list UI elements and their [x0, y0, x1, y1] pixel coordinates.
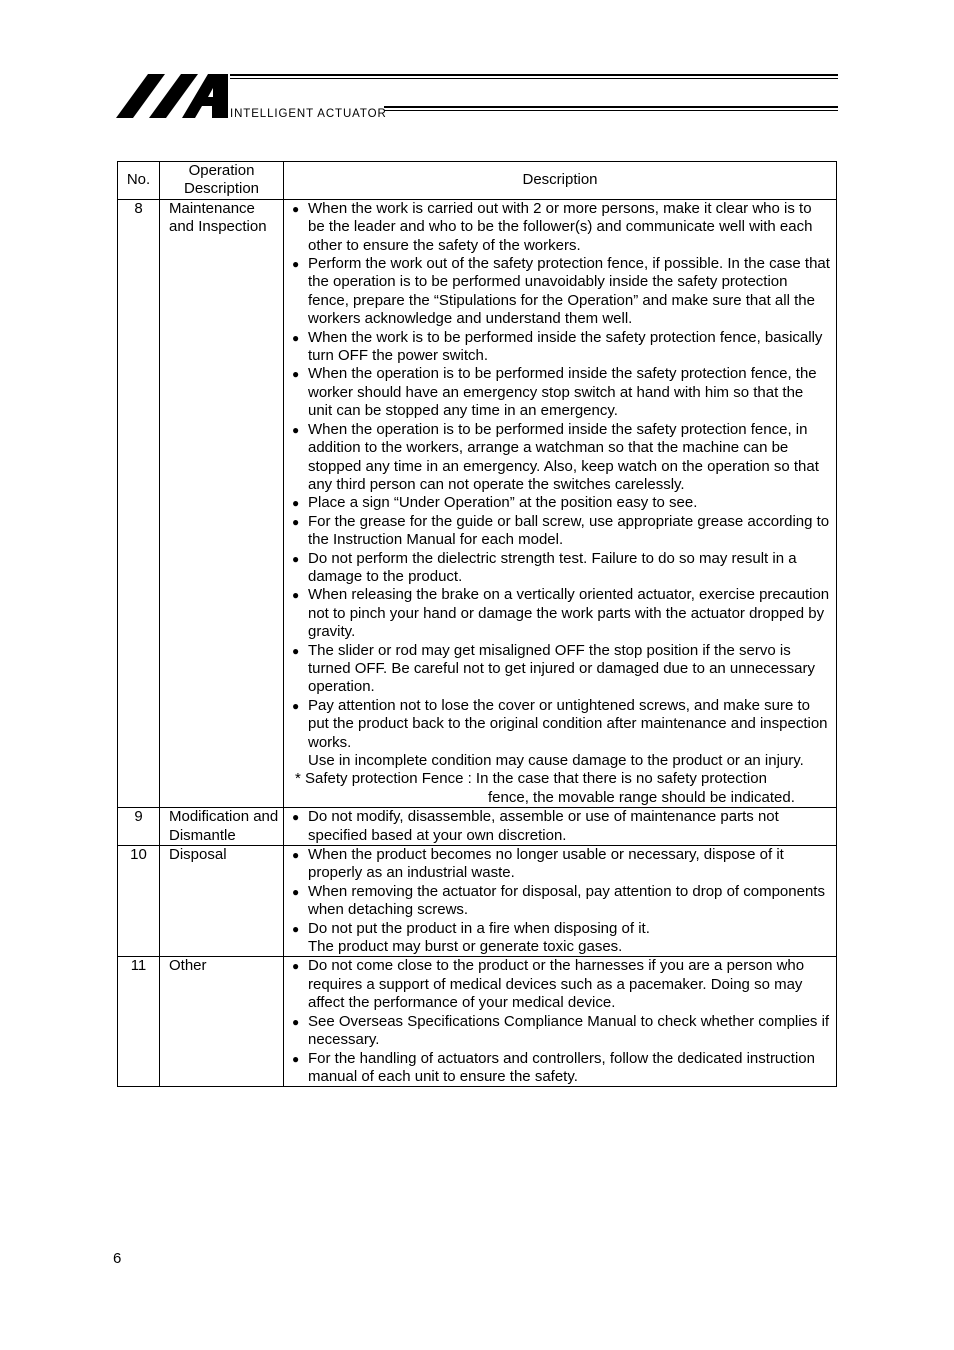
page-header — [116, 70, 838, 122]
table-row — [118, 199, 837, 807]
list-item: ● When the product becomes no longer usable or necessary, dispose of it properly as an industrial waste. — [292, 846, 830, 883]
header-rule-bottom-thin — [384, 110, 838, 111]
safety-table — [117, 161, 837, 1087]
footnote-line: * Safety protection Fence : In the case that there is no safety protection — [295, 770, 767, 788]
table-header-row — [118, 162, 837, 200]
operation-label: Disposal — [160, 846, 284, 957]
list-item: ● Perform the work out of the safety protection fence, if possible. In the case that the operation is to be performed unavoidably inside the safety protection fence, prepare the “Stipulations for the Operation” and make sure that all the workers acknowledge and understand them well. — [292, 255, 830, 329]
list-item: ● Pay attention not to lose the cover or untightened screws, and make sure to put the product back to the original condition after maintenance and inspection works. — [292, 697, 830, 752]
operation-label: Maintenance and Inspection — [160, 199, 284, 807]
operation-label: Modification and Dismantle — [160, 808, 284, 846]
list-item: ● When the operation is to be performed inside the safety protection fence, the worker should have an emergency stop switch at hand with him so that the unit can be stopped any time in an emergency. — [292, 365, 830, 420]
brand-text: INTELLIGENT ACTUATOR — [230, 108, 387, 120]
operation-label: Other — [160, 957, 284, 1087]
table-row — [118, 957, 837, 1087]
column-header-no: No. — [118, 162, 160, 200]
list-item: ● The slider or rod may get misaligned OFF the stop position if the servo is turned OFF. Be careful not to get injured or damaged due to an unnecessary operation. — [292, 642, 830, 697]
header-rule-top-thick — [230, 74, 838, 76]
description-cell — [284, 846, 837, 957]
header-rule-top-thin — [230, 78, 838, 79]
iai-logo-icon — [116, 70, 230, 122]
column-header-operation: Operation Description — [160, 162, 284, 200]
item-continuation: The product may burst or generate toxic gases. — [308, 938, 623, 956]
row-number: 8 — [118, 199, 160, 807]
list-item: ● Place a sign “Under Operation” at the position easy to see. — [292, 494, 830, 512]
description-cell — [284, 199, 837, 807]
list-item: ● Do not modify, disassemble, assemble or use of maintenance parts not specified based at your own discretion. — [292, 808, 830, 845]
header-rule-bottom-thick — [384, 106, 838, 108]
row-number: 10 — [118, 846, 160, 957]
description-cell — [284, 957, 837, 1087]
footnote-line: fence, the movable range should be indicated. — [488, 788, 795, 806]
list-item: ● For the handling of actuators and controllers, follow the dedicated instruction manual of each unit to ensure the safety. — [292, 1050, 830, 1087]
column-header-description: Description — [284, 162, 837, 200]
list-item: ● Do not come close to the product or the harnesses if you are a person who requires a support of medical devices such as a pacemaker. Doing so may affect the performance of your medical device. — [292, 957, 830, 1012]
list-item: ● When the work is carried out with 2 or more persons, make it clear who is to be the leader and who to be the follower(s) and communicate well with each other to ensure the safety of the workers. — [292, 200, 830, 255]
list-item: ● When releasing the brake on a vertically oriented actuator, exercise precaution not to pinch your hand or damage the work parts with the actuator dropped by gravity. — [292, 586, 830, 641]
list-item: ● See Overseas Specifications Compliance Manual to check whether complies if necessary. — [292, 1013, 830, 1050]
row-number: 11 — [118, 957, 160, 1087]
list-item: ● When the work is to be performed inside the safety protection fence, basically turn OFF the power switch. — [292, 329, 830, 366]
list-item: ● Do not perform the dielectric strength test. Failure to do so may result in a damage to the product. — [292, 550, 830, 587]
item-continuation: Use in incomplete condition may cause damage to the product or an injury. — [308, 752, 804, 769]
list-item: ● For the grease for the guide or ball screw, use appropriate grease according to the Instruction Manual for each model. — [292, 513, 830, 550]
page-number: 6 — [113, 1250, 122, 1267]
row-number: 9 — [118, 808, 160, 846]
list-item: ● When the operation is to be performed inside the safety protection fence, in addition to the workers, arrange a watchman so that the machine can be stopped any time in an emergency. Also, keep watch on the operation so that any third person can not operate the switches carelessly. — [292, 421, 830, 495]
table-row — [118, 808, 837, 846]
table-row — [118, 846, 837, 957]
list-item: ● Do not put the product in a fire when disposing of it. — [292, 920, 830, 938]
description-cell — [284, 808, 837, 846]
list-item: ● When removing the actuator for disposal, pay attention to drop of components when detaching screws. — [292, 883, 830, 920]
